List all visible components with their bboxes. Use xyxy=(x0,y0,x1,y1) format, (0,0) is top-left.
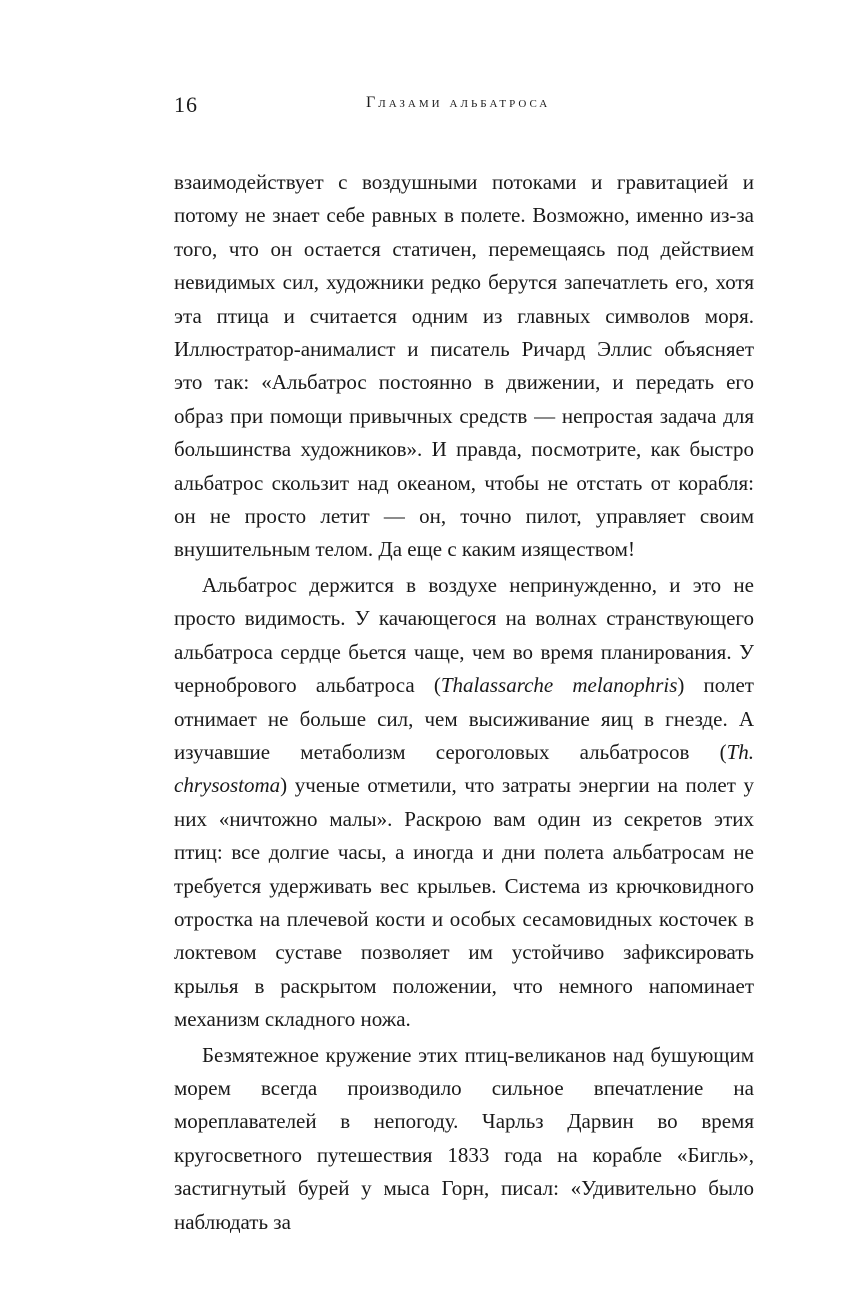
running-head-title: Глазами альбатроса xyxy=(366,94,551,111)
paragraph-3: Безмятежное кружение этих птиц-великанов над бушующим морем всегда производило сильное впечатление на мореплавателей в непогоду. Чарльз Дарвин во время кругосветного путешествия 1833 года на корабле «Бигль», застигнутый бурей у мыса Горн, писал: «Удивительно было наблюдать за xyxy=(174,1042,754,1234)
page-header xyxy=(174,92,754,122)
paragraph-2-part-3: ) ученые отметили, что затраты энергии на полет у них «ничтожно малы». Раскрою вам один из секретов этих птиц: все долгие часы, а иногда и дни полета альбатросам не требуется удерживать вес крыльев. Система из крючковидного отростка на плечевой кости и особых сесамовидных косточек в локтевом суставе позволяет им устойчиво зафиксировать крылья в раскрытом положении, что немного напоминает механизм складного ножа. xyxy=(174,773,754,1032)
paragraph-2-part-1: Альбатрос держится в воздухе непринужденно, и это не просто видимость. У качающегося на волнах странствующего альбатроса сердце бьется чаще, чем во время планирования. У чернобрового альбатроса ( xyxy=(174,572,754,698)
page-number: 16 xyxy=(174,92,198,117)
paragraph-1: взаимодействует с воздушными потоками и гравитацией и потому не знает себе равных в полете. Возможно, именно из-за того, что он остается статичен, перемещаясь под действием невидимых сил, художники редко берутся запечатлеть его, хотя эта птица и считается одним из главных символов моря. Иллюстратор-анималист и писатель Ричард Эллис объясняет это так: «Альбатрос постоянно в движении, и передать его образ при помощи привычных средств — непростая задача для большинства художников». И правда, посмотрите, как быстро альбатрос скользит над океаном, чтобы не отстать от корабля: он не просто летит — он, точно пилот, управляет своим внушительным телом. Да еще с каким изяществом! xyxy=(174,170,754,562)
species-name-chrysostoma: Th. chrysostoma xyxy=(174,739,754,798)
body-text xyxy=(174,166,754,1239)
paragraph-2-part-2: ) полет отнимает не больше сил, чем высиживание яиц в гнезде. А изучавшие метаболизм сероголовых альбатросов ( xyxy=(174,673,754,764)
paragraph-2 xyxy=(174,569,754,1037)
species-name-melanophris: Thalassarche melanophris xyxy=(440,673,678,698)
